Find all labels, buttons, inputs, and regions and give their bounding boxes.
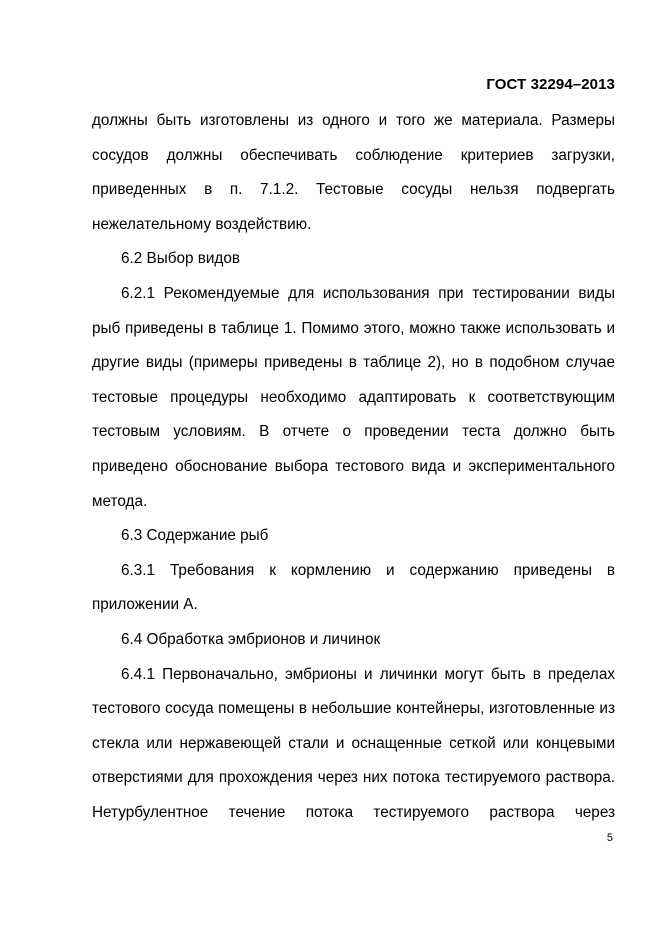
section-heading-6-2: 6.2 Выбор видов (121, 250, 240, 268)
document-header: ГОСТ 32294–2013 (486, 76, 615, 93)
section-heading-6-3: 6.3 Содержание рыб (121, 527, 269, 545)
page-number: 5 (606, 832, 613, 844)
paragraph-continuation: должны быть изготовлены из одного и того же материала. Размеры сосудов должны обеспечивать соблюдение критериев загрузки, приведенных в п. 7.1.2. Тестовые сосуды нельзя подвергать нежелательному воздействию. (92, 112, 615, 233)
paragraph-6-2-1: 6.2.1 Рекомендуемые для использования при тестировании виды рыб приведены в таблице 1. Помимо этого, можно также использовать и другие виды (примеры приведены в таблице 2), но в подобном случае тестовые процедуры необходимо адаптировать к соответствующим тестовым условиям. В отчете о проведении теста должно быть приведено обоснование выбора тестового вида и экспериментального метода. (92, 284, 615, 510)
paragraph-6-3-1: 6.3.1 Требования к кормлению и содержанию приведены в приложении А. (92, 561, 615, 614)
paragraph-6-4-1: 6.4.1 Первоначально, эмбрионы и личинки могут быть в пределах тестового сосуда помещены в небольшие контейнеры, изготовленные из стекла или нержавеющей стали и оснащенные сеткой или концевыми отверстиями для прохождения через них потока тестируемого раствора. Нетурбулентное течение потока тестируемого раствора через (92, 665, 615, 821)
section-heading-6-4: 6.4 Обработка эмбрионов и личинок (121, 630, 381, 648)
document-body (92, 104, 615, 830)
